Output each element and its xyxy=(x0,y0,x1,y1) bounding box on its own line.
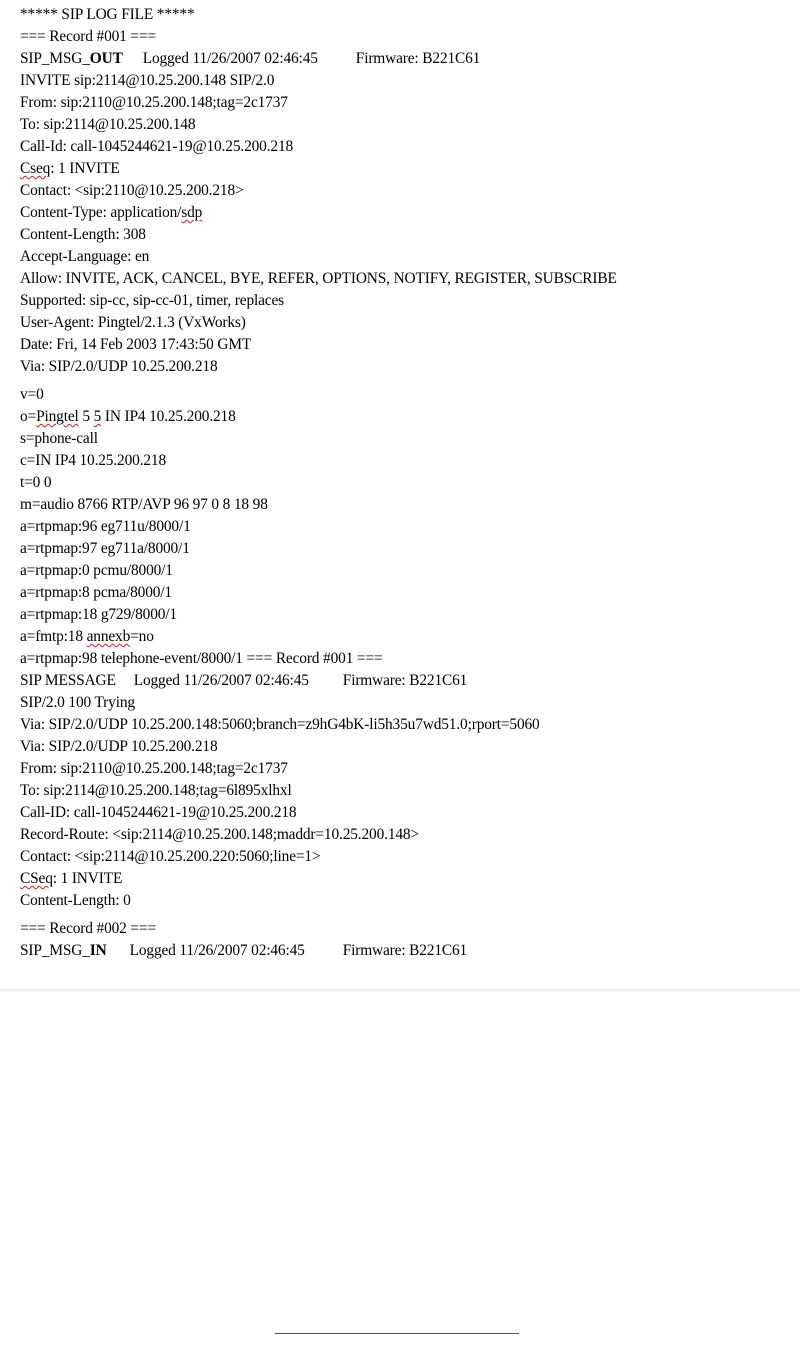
sdp-line: v=0 xyxy=(20,386,44,403)
log-line: Record-Route: <sip:2114@10.25.200.148;maddr=10.25.200.148> xyxy=(20,826,420,843)
spell-flag-word: 5 xyxy=(93,408,102,425)
log-line: Allow: INVITE, ACK, CANCEL, BYE, REFER, OPTIONS, NOTIFY, REGISTER, SUBSCRIBE xyxy=(20,270,617,287)
sdp-line: a=fmtp:18 annexb=no xyxy=(20,628,154,645)
log-line: Via: SIP/2.0/UDP 10.25.200.148:5060;branch=z9hG4bK-li5h35u7wd51.0;rport=5060 xyxy=(20,716,540,733)
sdp-line: o=Pingtel 5 5 IN IP4 10.25.200.218 xyxy=(20,408,236,425)
log-line: To: sip:2114@10.25.200.148;tag=6l895xlhxl xyxy=(20,782,292,799)
page-edge xyxy=(0,989,800,992)
record-meta xyxy=(20,48,795,70)
log-line: Contact: <sip:2114@10.25.200.220:5060;line=1> xyxy=(20,848,321,865)
log-line: Content-Length: 308 xyxy=(20,226,146,243)
spell-flag-word: annexb xyxy=(86,628,131,645)
record-header: === Record #001 === xyxy=(20,28,156,45)
log-line: Cseq: 1 INVITE xyxy=(20,160,120,177)
sdp-line: a=rtpmap:8 pcma/8000/1 xyxy=(20,584,172,601)
log-line: Supported: sip-cc, sip-cc-01, timer, replaces xyxy=(20,292,285,309)
sdp-line: a=rtpmap:18 g729/8000/1 xyxy=(20,606,177,623)
sdp-line: t=0 0 xyxy=(20,474,52,491)
logged-time: Logged 11/26/2007 02:46:45 xyxy=(142,50,318,67)
spell-flag-word: Cseq xyxy=(20,160,51,177)
log-line: Content-Type: application/sdp xyxy=(20,204,203,221)
firmware: Firmware: B221C61 xyxy=(342,672,468,689)
record-meta xyxy=(20,670,795,692)
log-title: ***** SIP LOG FILE ***** xyxy=(20,6,195,23)
logged-time: Logged 11/26/2007 02:46:45 xyxy=(133,672,309,689)
record-direction: OUT xyxy=(89,50,123,67)
sdp-line: a=rtpmap:96 eg711u/8000/1 xyxy=(20,518,191,535)
log-line: CSeq: 1 INVITE xyxy=(20,870,123,887)
firmware: Firmware: B221C61 xyxy=(342,942,468,959)
log-line: From: sip:2110@10.25.200.148;tag=2c1737 xyxy=(20,94,288,111)
firmware: Firmware: B221C61 xyxy=(355,50,481,67)
record-header: === Record #002 === xyxy=(20,920,156,937)
sdp-line: c=IN IP4 10.25.200.218 xyxy=(20,452,167,469)
log-line: Date: Fri, 14 Feb 2003 17:43:50 GMT xyxy=(20,336,252,353)
log-line: INVITE sip:2114@10.25.200.148 SIP/2.0 xyxy=(20,72,275,89)
sip-log xyxy=(20,4,795,962)
log-line: Via: SIP/2.0/UDP 10.25.200.218 xyxy=(20,738,218,755)
record-type: SIP_MSG_ xyxy=(20,50,90,67)
sdp-line: a=rtpmap:97 eg711a/8000/1 xyxy=(20,540,190,557)
record-meta xyxy=(20,940,795,962)
log-line: To: sip:2114@10.25.200.148 xyxy=(20,116,196,133)
logged-time: Logged 11/26/2007 02:46:45 xyxy=(129,942,305,959)
spell-flag-word: Pingtel xyxy=(36,408,79,425)
sdp-line: a=rtpmap:98 telephone-event/8000/1 === Record #001 === xyxy=(20,650,383,667)
record-type: SIP MESSAGE xyxy=(20,672,116,689)
sdp-line: a=rtpmap:0 pcmu/8000/1 xyxy=(20,562,173,579)
log-line: User-Agent: Pingtel/2.1.3 (VxWorks) xyxy=(20,314,246,331)
sdp-line: s=phone-call xyxy=(20,430,98,447)
log-line: Content-Length: 0 xyxy=(20,892,131,909)
sdp-line: m=audio 8766 RTP/AVP 96 97 0 8 18 98 xyxy=(20,496,268,513)
spell-flag-word: sdp xyxy=(181,204,203,221)
log-line: Accept-Language: en xyxy=(20,248,150,265)
log-line: From: sip:2110@10.25.200.148;tag=2c1737 xyxy=(20,760,288,777)
spell-flag-word: CSeq xyxy=(20,870,53,887)
record-type: SIP_MSG_ xyxy=(20,942,90,959)
log-line: Contact: <sip:2110@10.25.200.218> xyxy=(20,182,244,199)
log-line: Via: SIP/2.0/UDP 10.25.200.218 xyxy=(20,358,218,375)
log-line: Call-Id: call-1045244621-19@10.25.200.218 xyxy=(20,138,294,155)
log-line: SIP/2.0 100 Trying xyxy=(20,694,135,711)
log-line: Call-ID: call-1045244621-19@10.25.200.218 xyxy=(20,804,297,821)
footnote-separator xyxy=(275,1333,519,1334)
record-direction: IN xyxy=(89,942,107,959)
